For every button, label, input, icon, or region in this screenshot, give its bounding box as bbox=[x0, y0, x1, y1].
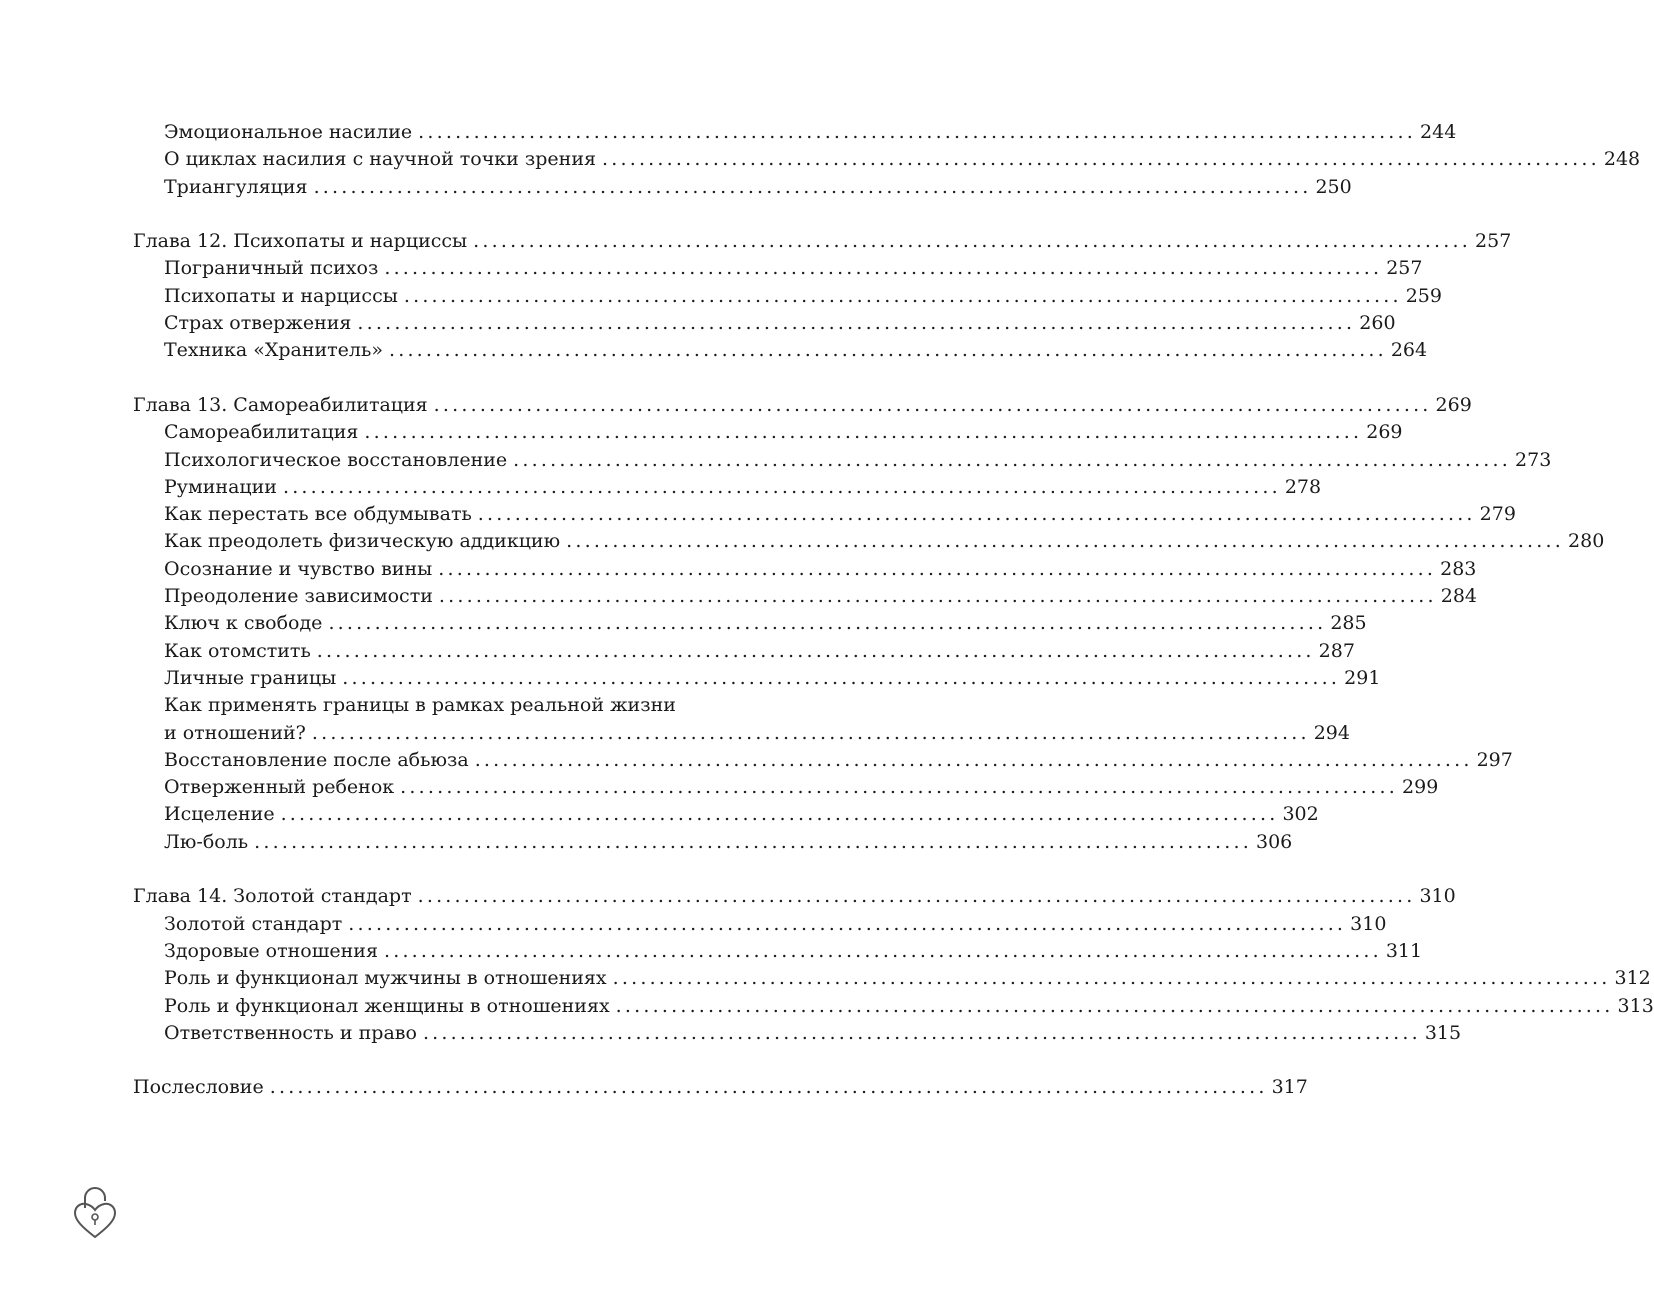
dot-leader: ............................................................................................................ bbox=[348, 912, 1347, 935]
toc-entry[interactable] bbox=[133, 283, 1442, 310]
toc-entry[interactable] bbox=[133, 665, 1381, 692]
dot-leader: ............................................................................................................ bbox=[383, 939, 1382, 962]
toc-entry[interactable] bbox=[133, 146, 1641, 173]
toc-entry-title: Здоровые отношения bbox=[164, 939, 378, 962]
dot-leader: ............................................................................................................ bbox=[418, 121, 1417, 143]
toc-chapter-13[interactable] bbox=[133, 392, 1472, 419]
toc-entry[interactable] bbox=[133, 447, 1552, 474]
toc-entry[interactable] bbox=[133, 337, 1428, 364]
toc-entry-title: и отношений? bbox=[164, 721, 306, 744]
toc-page-number: 273 bbox=[1515, 448, 1552, 471]
heart-padlock-icon bbox=[72, 1180, 118, 1240]
toc-entry[interactable] bbox=[133, 528, 1605, 555]
toc-entry[interactable] bbox=[133, 556, 1477, 583]
toc-entry[interactable] bbox=[133, 774, 1439, 801]
toc-entry[interactable] bbox=[133, 965, 1651, 992]
dot-leader: ............................................................................................................ bbox=[254, 830, 1252, 853]
toc-entry-title: Самореабилитация bbox=[164, 421, 359, 444]
toc-entry[interactable] bbox=[133, 801, 1319, 828]
dot-leader: ............................................................................................................ bbox=[313, 175, 1312, 198]
toc-entry[interactable] bbox=[133, 474, 1322, 501]
toc-entry-title: Личные границы bbox=[164, 666, 337, 689]
toc-entry-title: Лю-боль bbox=[164, 830, 249, 853]
toc-entry[interactable] bbox=[133, 1020, 1462, 1047]
toc-page-number: 311 bbox=[1385, 939, 1423, 962]
toc-entry-wrapped-line2[interactable] bbox=[133, 720, 1350, 747]
toc-entry[interactable] bbox=[133, 501, 1516, 528]
toc-page-number: 264 bbox=[1390, 339, 1428, 362]
dot-leader: ............................................................................................................ bbox=[328, 612, 1327, 635]
toc-entry[interactable] bbox=[133, 638, 1355, 665]
dot-leader: ............................................................................................................ bbox=[601, 148, 1600, 171]
chapter-title: Глава 13. Самореабилитация bbox=[133, 393, 428, 416]
toc-page-number: 250 bbox=[1315, 175, 1352, 198]
dot-leader: ............................................................................................................ bbox=[615, 994, 1614, 1017]
dot-leader: ............................................................................................................ bbox=[384, 257, 1383, 280]
dot-leader: ............................................................................................................ bbox=[311, 721, 1310, 744]
toc-entry-title: Ключ к свободе bbox=[164, 612, 323, 635]
dot-leader: ............................................................................................................ bbox=[400, 776, 1399, 799]
toc-entry-title: Как применять границы в рамках реальной жизни bbox=[164, 694, 676, 717]
toc-entry-title: Преодоление зависимости bbox=[164, 585, 433, 608]
chapter-title: Глава 14. Золотой стандарт bbox=[133, 885, 412, 908]
dot-leader: ............................................................................................................ bbox=[357, 312, 1356, 335]
chapter-title: Глава 12. Психопаты и нарциссы bbox=[133, 230, 468, 253]
toc-entry-title: Руминации bbox=[164, 475, 277, 498]
toc-entry-title: Роль и функционал мужчины в отношениях bbox=[164, 967, 607, 990]
toc-page-number: 244 bbox=[1420, 121, 1457, 143]
toc-page-number: 278 bbox=[1284, 475, 1322, 498]
dot-leader: ............................................................................................................ bbox=[438, 557, 1437, 580]
dot-leader: ............................................................................................................ bbox=[280, 803, 1279, 826]
dot-leader: ............................................................................................................ bbox=[433, 393, 1432, 416]
dot-leader: ............................................................................................................ bbox=[388, 339, 1387, 362]
toc-page-number: 248 bbox=[1603, 148, 1641, 171]
toc-entry-title: Как перестать все обдумывать bbox=[164, 503, 472, 526]
toc-entry-title: Психологическое восстановление bbox=[164, 448, 508, 471]
toc-entry-title: Пограничный психоз bbox=[164, 257, 379, 280]
toc-entry[interactable] bbox=[133, 993, 1654, 1020]
toc-afterword[interactable] bbox=[133, 1074, 1308, 1101]
toc-entry-title: Ответственность и право bbox=[164, 1021, 417, 1044]
dot-leader: ............................................................................................................ bbox=[566, 530, 1565, 553]
toc-page-number: 285 bbox=[1330, 612, 1367, 635]
toc-entry[interactable] bbox=[133, 174, 1352, 201]
toc-entry-title: Психопаты и нарциссы bbox=[164, 284, 398, 307]
dot-leader: ............................................................................................................ bbox=[316, 639, 1315, 662]
toc-entry-wrapped-line1[interactable] bbox=[133, 692, 750, 719]
toc-entry-title: Страх отвержения bbox=[164, 312, 352, 335]
toc-page-number: 313 bbox=[1617, 994, 1654, 1017]
toc-page-number: 269 bbox=[1435, 393, 1472, 416]
toc-entry-title: Золотой стандарт bbox=[164, 912, 343, 935]
toc-page-number: 257 bbox=[1475, 230, 1512, 253]
dot-leader: ............................................................................................................ bbox=[513, 448, 1512, 471]
toc-entry[interactable] bbox=[133, 911, 1387, 938]
toc-page-number: 299 bbox=[1402, 776, 1439, 799]
table-of-contents bbox=[133, 119, 1654, 1102]
toc-page-number: 259 bbox=[1405, 284, 1442, 307]
chapter-title: Послесловие bbox=[133, 1076, 264, 1099]
toc-chapter-12[interactable] bbox=[133, 228, 1512, 255]
toc-entry-title: Как преодолеть физическую аддикцию bbox=[164, 530, 561, 553]
toc-entry-title: Восстановление после абьюза bbox=[164, 748, 469, 771]
toc-page-number: 306 bbox=[1255, 830, 1293, 853]
toc-entry[interactable] bbox=[133, 938, 1423, 965]
toc-page-number: 291 bbox=[1344, 666, 1381, 689]
toc-entry-title: Отверженный ребенок bbox=[164, 776, 395, 799]
dot-leader: ............................................................................................................ bbox=[612, 967, 1611, 990]
toc-page-number: 310 bbox=[1419, 885, 1456, 908]
toc-page-number: 260 bbox=[1359, 312, 1396, 335]
dot-leader: ............................................................................................................ bbox=[438, 585, 1437, 608]
toc-entry-title: О циклах насилия с научной точки зрения bbox=[164, 148, 596, 171]
toc-page-number: 279 bbox=[1479, 503, 1516, 526]
dot-leader: ............................................................................................................ bbox=[417, 885, 1416, 908]
dot-leader: ............................................................................................................ bbox=[477, 503, 1476, 526]
dot-leader: ............................................................................................................ bbox=[403, 284, 1402, 307]
toc-page-number: 283 bbox=[1440, 557, 1477, 580]
toc-page-number: 280 bbox=[1568, 530, 1605, 553]
toc-entry-title: Роль и функционал женщины в отношениях bbox=[164, 994, 610, 1017]
toc-entry-title: Техника «Хранитель» bbox=[164, 339, 383, 362]
dot-leader: ............................................................................................................ bbox=[342, 666, 1341, 689]
toc-entry[interactable] bbox=[133, 119, 1457, 146]
toc-entry-title: Эмоциональное насилие bbox=[164, 121, 413, 143]
toc-entry-title: Триангуляция bbox=[164, 175, 308, 198]
toc-entry[interactable] bbox=[133, 310, 1396, 337]
toc-entry[interactable] bbox=[133, 583, 1478, 610]
toc-page-number: 269 bbox=[1366, 421, 1403, 444]
toc-page-number: 317 bbox=[1271, 1076, 1308, 1099]
toc-page-number: 287 bbox=[1318, 639, 1355, 662]
toc-page-number: 284 bbox=[1440, 585, 1478, 608]
toc-entry-title: Исцеление bbox=[164, 803, 275, 826]
dot-leader: ............................................................................................................ bbox=[474, 748, 1473, 771]
toc-entry[interactable] bbox=[133, 419, 1403, 446]
toc-page-number: 257 bbox=[1386, 257, 1423, 280]
toc-entry[interactable] bbox=[133, 610, 1367, 637]
toc-entry[interactable] bbox=[133, 747, 1513, 774]
toc-chapter-14[interactable] bbox=[133, 883, 1456, 910]
dot-leader: ............................................................................................................ bbox=[473, 230, 1472, 253]
toc-page-number: 294 bbox=[1313, 721, 1350, 744]
toc-entry-title: Осознание и чувство вины bbox=[164, 557, 433, 580]
toc-page-number: 315 bbox=[1424, 1021, 1462, 1044]
toc-entry-title: Как отомстить bbox=[164, 639, 311, 662]
toc-page-number: 297 bbox=[1476, 748, 1513, 771]
toc-page-number: 310 bbox=[1350, 912, 1387, 935]
dot-leader: ............................................................................................................ bbox=[422, 1021, 1421, 1044]
dot-leader: ............................................................................................................ bbox=[364, 421, 1363, 444]
toc-entry[interactable] bbox=[133, 255, 1423, 282]
dot-leader: ............................................................................................................ bbox=[282, 475, 1281, 498]
toc-page-number: 302 bbox=[1282, 803, 1319, 826]
dot-leader: ............................................................................................................ bbox=[269, 1076, 1268, 1099]
toc-page-number: 312 bbox=[1614, 967, 1651, 990]
toc-entry[interactable] bbox=[133, 829, 1293, 856]
